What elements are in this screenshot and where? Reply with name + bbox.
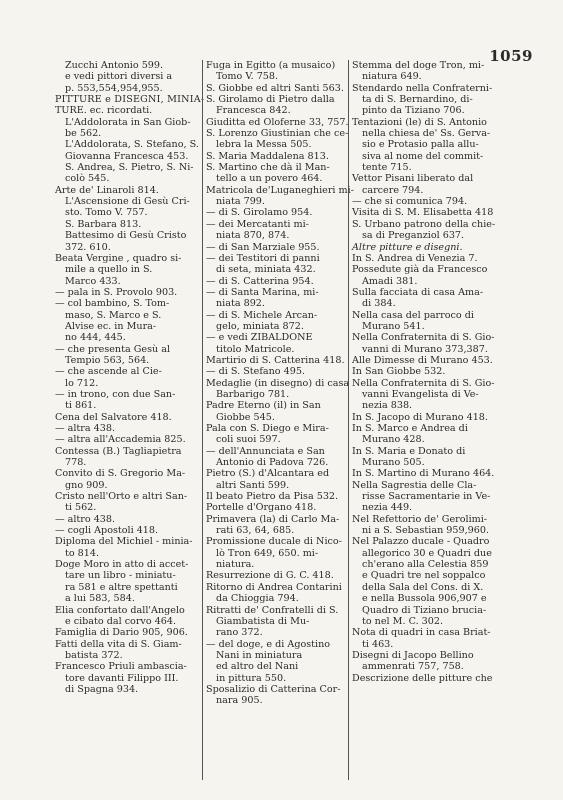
index-line: Giovanna Francesca 453. bbox=[65, 150, 189, 162]
index-line: Arte de' Linaroli 814. bbox=[55, 184, 159, 196]
index-line: Nella casa del parroco di bbox=[352, 309, 474, 321]
index-line: ta di S. Bernardino, di- bbox=[362, 94, 473, 106]
index-line: lebra la Messa 505. bbox=[216, 139, 312, 151]
index-line: sto. Tomo V. 757. bbox=[65, 207, 148, 219]
page-number: 1059 bbox=[489, 47, 533, 65]
index-line: Barbarigo 781. bbox=[216, 388, 290, 400]
index-line: In San Giobbe 532. bbox=[352, 366, 446, 378]
index-line: nara 905. bbox=[216, 695, 263, 707]
index-line: Contessa (B.) Tagliapietra bbox=[55, 445, 182, 457]
index-line: sio e Protasio palla allu- bbox=[362, 139, 479, 151]
index-line: Matricola de'Luganeghieri mi- bbox=[206, 184, 354, 196]
index-line: vanni di Murano 373,387. bbox=[362, 343, 488, 355]
index-line: S. Martino che dà il Man- bbox=[206, 162, 330, 174]
index-line: S. Urbano patrono della chie- bbox=[352, 218, 496, 230]
index-line: Disegni di Jacopo Bellino bbox=[352, 649, 474, 661]
index-line: niatura. bbox=[216, 559, 255, 571]
index-line: Martirio di S. Catterina 418. bbox=[206, 354, 345, 366]
index-line: — che presenta Gesù al bbox=[55, 343, 171, 355]
index-line: tare un libro - miniatu- bbox=[65, 570, 176, 582]
index-line: — del doge, e di Agostino bbox=[206, 638, 331, 650]
index-column-1 bbox=[55, 60, 205, 695]
index-line: Medaglie (in disegno) di casa bbox=[206, 377, 350, 389]
index-line: Francesco Priuli ambascia- bbox=[55, 661, 187, 673]
index-line: e nella Bussola 906,907 e bbox=[362, 593, 487, 605]
index-line: colò 545. bbox=[65, 173, 110, 185]
index-line: risse Sacramentarie in Ve- bbox=[362, 491, 491, 503]
index-line: In S. Marco e Andrea di bbox=[352, 423, 468, 434]
index-line: niata 799. bbox=[216, 196, 265, 208]
index-line: Giuditta ed Oloferne 33, 757. bbox=[206, 116, 349, 128]
index-line: S. Barbara 813. bbox=[65, 218, 142, 230]
index-line: ti 562. bbox=[65, 502, 97, 514]
index-line: Visita di S. M. Elisabetta 418 bbox=[352, 207, 494, 219]
index-line: Pala con S. Diego e Mira- bbox=[206, 423, 329, 434]
index-line: tello a un povero 464. bbox=[216, 173, 323, 185]
index-line: Nella Confraternita di S. Gio- bbox=[352, 332, 495, 344]
index-line: Murano 541. bbox=[362, 320, 425, 332]
index-line: L'Ascensione di Gesù Cri- bbox=[65, 196, 190, 208]
index-line: Il beato Pietro da Pisa 532. bbox=[206, 491, 339, 503]
index-line: be 562. bbox=[65, 128, 102, 140]
index-line: to 814. bbox=[65, 547, 100, 559]
index-line: Cristo nell'Orto e altri San- bbox=[55, 491, 188, 503]
index-line: — altra all'Accademia 825. bbox=[55, 434, 186, 446]
index-line: niata 892. bbox=[216, 298, 265, 310]
index-line: allegorico 30 e Quadri due bbox=[362, 547, 492, 559]
index-line: titolo Matricole. bbox=[216, 343, 295, 355]
index-line: lo 712. bbox=[65, 377, 99, 389]
index-line: — altra 438. bbox=[55, 423, 116, 434]
index-line: Ritratti de' Confratelli di S. bbox=[206, 604, 339, 616]
index-line: Tomo V. 758. bbox=[216, 71, 279, 83]
index-line: ti 463. bbox=[362, 638, 394, 650]
index-line: Cena del Salvatore 418. bbox=[55, 411, 172, 423]
index-line: Pietro (S.) d'Alcantara ed bbox=[206, 468, 330, 480]
index-line: Sulla facciata di casa Ama- bbox=[352, 286, 484, 298]
index-line: Portelle d'Organo 418. bbox=[206, 502, 317, 514]
index-line: niatura 649. bbox=[362, 71, 422, 83]
index-line: ammenrati 757, 758. bbox=[362, 661, 464, 673]
index-line: gno 909. bbox=[65, 479, 108, 491]
index-line: Tempio 563, 564. bbox=[65, 354, 150, 366]
index-line: — che ascende al Cie- bbox=[55, 366, 162, 378]
index-line: ed altro del Nani bbox=[216, 661, 299, 673]
index-line: Padre Eterno (il) in San bbox=[206, 400, 321, 412]
index-line: In S. Maria e Donato di bbox=[352, 445, 466, 457]
index-line: Promissione ducale di Nico- bbox=[206, 536, 342, 548]
index-line: In S. Andrea di Venezia 7. bbox=[352, 252, 478, 264]
index-line: Ritorno di Andrea Contarini bbox=[206, 581, 342, 593]
index-line: gelo, miniata 872. bbox=[216, 320, 304, 332]
index-line: ti 861. bbox=[65, 400, 97, 412]
index-line: Nel Palazzo ducale - Quadro bbox=[352, 536, 490, 548]
index-line: nella chiesa de' Ss. Gerva- bbox=[362, 128, 491, 140]
index-line: — che si comunica 794. bbox=[352, 196, 468, 208]
index-line: Nel Refettorio de' Gerolimi- bbox=[352, 513, 488, 525]
index-line: — e vedi ZIBALDONE bbox=[206, 332, 313, 344]
index-line: — col bambino, S. Tom- bbox=[55, 298, 170, 310]
index-line: Tentazioni (le) di S. Antonio bbox=[352, 116, 487, 128]
index-line: vanni Evangelista di Ve- bbox=[362, 388, 479, 400]
index-line: Fatti della vita di S. Giam- bbox=[55, 638, 182, 650]
index-line: e Quadri tre nel soppalco bbox=[362, 570, 486, 582]
index-line: p. 553,554,954,955. bbox=[65, 82, 163, 94]
index-line: Vettor Pisani liberato dal bbox=[352, 173, 474, 185]
index-line: S. Girolamo di Pietro dalla bbox=[206, 94, 335, 106]
index-line: siva al nome del commit- bbox=[362, 150, 484, 162]
index-column-3 bbox=[348, 60, 510, 780]
index-line: 372. 610. bbox=[65, 241, 111, 253]
index-line: — dei Mercatanti mi- bbox=[206, 218, 309, 230]
index-line: Fuga in Egitto (a musaico) bbox=[206, 60, 336, 71]
index-line: — pala in S. Provolo 903. bbox=[55, 286, 178, 298]
index-line: Battesimo di Gesù Cristo bbox=[65, 230, 187, 242]
index-line: maso, S. Marco e S. bbox=[65, 309, 162, 321]
index-line: da Chioggia 794. bbox=[216, 593, 299, 605]
index-line: — di S. Girolamo 954. bbox=[206, 207, 313, 219]
index-line: altri Santi 599. bbox=[216, 479, 290, 491]
index-line: pinto da Tiziano 706. bbox=[362, 105, 465, 117]
index-line: Giobbe 545. bbox=[216, 411, 275, 423]
index-line: — cogli Apostoli 418. bbox=[55, 525, 159, 537]
index-line: tore davanti Filippo III. bbox=[65, 672, 179, 684]
index-line: rano 372. bbox=[216, 627, 263, 639]
index-line: Elia confortato dall'Angelo bbox=[55, 604, 185, 616]
index-line: tente 715. bbox=[362, 162, 412, 174]
index-line: a lui 583, 584. bbox=[65, 593, 135, 605]
index-line: S. Maria Maddalena 813. bbox=[206, 150, 329, 162]
index-line: L'Addolorata in San Giob- bbox=[65, 116, 191, 128]
index-line: in pittura 550. bbox=[216, 672, 287, 684]
index-line: nezia 838. bbox=[362, 400, 413, 412]
index-line: della Sala del Cons. di X. bbox=[362, 581, 484, 593]
index-line: coli suoi 597. bbox=[216, 434, 281, 446]
index-line: Murano 428. bbox=[362, 434, 425, 446]
index-line: no 444, 445. bbox=[65, 332, 126, 344]
index-line: Nella Confraternita di S. Gio- bbox=[352, 377, 495, 389]
index-line: Doge Moro in atto di accet- bbox=[55, 559, 189, 571]
index-line: Nani in miniatura bbox=[216, 649, 303, 661]
index-line: Giambatista di Mu- bbox=[216, 615, 310, 627]
index-line: Zucchi Antonio 599. bbox=[65, 60, 164, 71]
index-line: Stendardo nella Confraterni- bbox=[352, 82, 493, 94]
index-line: Stemma del doge Tron, mi- bbox=[352, 60, 485, 71]
index-line: Nota di quadri in casa Briat- bbox=[352, 627, 491, 639]
index-line: — altro 438. bbox=[55, 513, 116, 525]
index-line: — di S. Stefano 495. bbox=[206, 366, 305, 378]
index-line: to nel M. C. 302. bbox=[362, 615, 444, 627]
index-line: ra 581 e altre spettanti bbox=[65, 581, 178, 593]
index-line: Nella Sagrestia delle Cla- bbox=[352, 479, 477, 491]
index-line: In S. Jacopo di Murano 418. bbox=[352, 411, 488, 423]
index-line: Antonio di Padova 726. bbox=[216, 457, 329, 469]
index-line: e cibato dal corvo 464. bbox=[65, 615, 177, 627]
index-line: Sposalizio di Catterina Cor- bbox=[206, 683, 341, 695]
index-line: Convito di S. Gregorio Ma- bbox=[55, 468, 186, 480]
index-line: — di S. Michele Arcan- bbox=[206, 309, 318, 321]
index-line: Possedute già da Francesco bbox=[352, 264, 488, 276]
index-line: Alle Dimesse di Murano 453. bbox=[352, 354, 493, 366]
index-line: carcere 794. bbox=[362, 184, 424, 196]
index-line: S. Lorenzo Giustinian che ce- bbox=[206, 128, 349, 140]
index-line: S. Giobbe ed altri Santi 563. bbox=[206, 82, 344, 94]
index-line: Quadro di Tiziano brucia- bbox=[362, 604, 487, 616]
index-line: lò Tron 649, 650. mi- bbox=[216, 547, 319, 559]
index-line: — di San Marziale 955. bbox=[206, 241, 320, 253]
index-line: — di Santa Marina, mi- bbox=[206, 286, 319, 298]
index-line: Marco 433. bbox=[65, 275, 121, 287]
index-line: Altre pitture e disegni. bbox=[352, 241, 463, 253]
index-line: — dei Testitori di panni bbox=[206, 252, 320, 264]
index-line: di 384. bbox=[362, 298, 396, 310]
index-column-2 bbox=[202, 60, 354, 780]
index-line: S. Andrea, S. Pietro, S. Ni- bbox=[65, 162, 194, 174]
index-line: — di S. Catterina 954. bbox=[206, 275, 314, 287]
index-line: L'Addolorata, S. Stefano, S. bbox=[65, 139, 199, 151]
index-line: di Spagna 934. bbox=[65, 683, 139, 695]
index-line: niata 870, 874. bbox=[216, 230, 290, 242]
index-line: mile a quello in S. bbox=[65, 264, 153, 276]
index-line: ch'erano alla Celestia 859 bbox=[362, 559, 489, 571]
index-line: nezia 449. bbox=[362, 502, 413, 514]
index-line: sa di Preganziol 637. bbox=[362, 230, 465, 242]
index-line: batista 372. bbox=[65, 649, 123, 661]
index-line: Primavera (la) di Carlo Ma- bbox=[206, 513, 340, 525]
index-line: In S. Martino di Murano 464. bbox=[352, 468, 495, 480]
index-line: 778. bbox=[65, 457, 87, 469]
index-line: di seta, miniata 432. bbox=[216, 264, 316, 276]
index-line: Diploma del Michiel - minia- bbox=[55, 536, 193, 548]
index-line: — dell'Annunciata e San bbox=[206, 445, 325, 457]
index-line: rati 63, 64, 685. bbox=[216, 525, 295, 537]
index-line: ni a S. Sebastian 959,960. bbox=[362, 525, 490, 537]
index-line: e vedi pittori diversi a bbox=[65, 71, 173, 83]
index-line: Famiglia di Dario 905, 906. bbox=[55, 627, 188, 639]
index-line: Amadi 381. bbox=[362, 275, 418, 287]
index-line: TURE. ec. ricordati. bbox=[55, 105, 153, 117]
index-line: Descrizione delle pitture che bbox=[352, 672, 493, 684]
index-line: Francesca 842. bbox=[216, 105, 291, 117]
index-line: Resurrezione di G. C. 418. bbox=[206, 570, 334, 582]
index-line: Murano 505. bbox=[362, 457, 425, 469]
index-line: PITTURE e DISEGNI, MINIA- bbox=[55, 94, 205, 106]
index-line: Beata Vergine , quadro si- bbox=[55, 252, 182, 264]
index-line: — in trono, con due San- bbox=[55, 388, 176, 400]
index-line: Alvise ec. in Mura- bbox=[65, 320, 157, 332]
